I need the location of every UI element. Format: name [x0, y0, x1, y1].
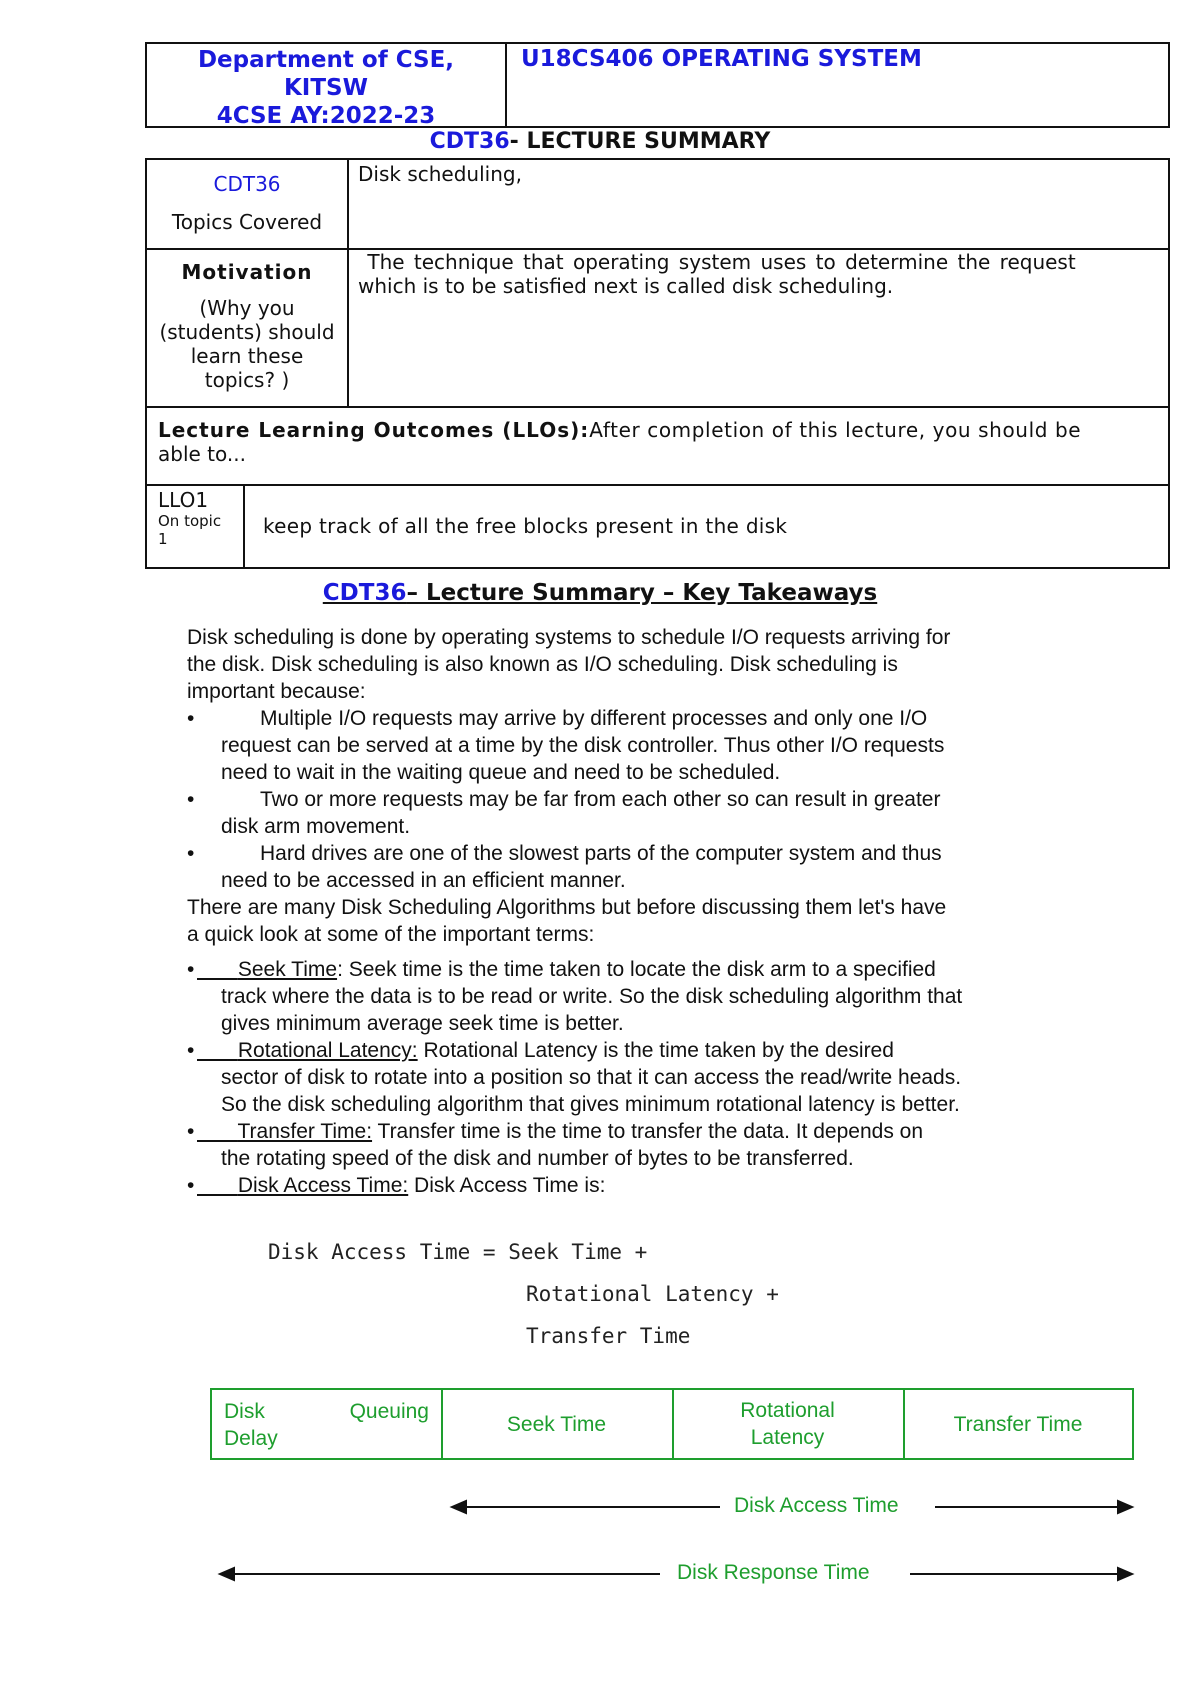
- term-line: gives minimum average seek time is better.: [221, 1012, 624, 1035]
- term-line: Disk Access Time is:: [408, 1174, 606, 1197]
- dept-line2: KITSW: [283, 75, 368, 101]
- bullet-dot: •: [187, 788, 195, 811]
- arrow-head-left-icon: [220, 1568, 234, 1580]
- formula-line-1: Disk Access Time = Seek Time +: [268, 1240, 648, 1264]
- term-line: Seek time is the time taken to locate the disk arm to a specified: [342, 958, 936, 981]
- course-title: U18CS406 OPERATING SYSTEM: [521, 46, 922, 72]
- motivation-line: which is to be satisfied next is called disk scheduling.: [358, 274, 894, 298]
- motivation-sub-line: topics? ): [204, 368, 290, 392]
- intro-line: important because:: [187, 680, 366, 703]
- disk-access-time-label: Disk Access Time: [734, 1494, 899, 1517]
- arrow-head-right-icon: [1118, 1568, 1132, 1580]
- transfer-time-cell: Transfer Time: [953, 1412, 1083, 1436]
- llo-heading-bold: Lecture Learning Outcomes (LLOs):: [158, 418, 590, 442]
- arrow-head-right-icon: [1118, 1501, 1132, 1513]
- motivation-label: Motivation: [181, 260, 313, 284]
- llo-heading-line2: able to...: [158, 442, 246, 466]
- bullet-dot: •: [187, 1120, 195, 1143]
- bullet-line: disk arm movement.: [221, 815, 411, 838]
- cell-text: Latency: [750, 1426, 825, 1449]
- intro-line: Disk scheduling is done by operating systems to schedule I/O requests arriving for: [187, 626, 951, 649]
- llo1-label: LLO1: [158, 488, 209, 512]
- bullet-line: request can be served at a time by the disk controller. Thus other I/O requests: [221, 734, 945, 757]
- formula-line-3: Transfer Time: [526, 1324, 691, 1348]
- kt-rest: – Lecture Summary – Key Takeaways: [406, 580, 878, 606]
- term-line: So the disk scheduling algorithm that gives minimum rotational latency is better.: [221, 1093, 960, 1116]
- bullet-line: need to be accessed in an efficient manner.: [221, 869, 626, 892]
- cell-text: Rotational: [740, 1399, 835, 1422]
- llo1-value: keep track of all the free blocks present in the disk: [263, 514, 788, 538]
- intro-line: the disk. Disk scheduling is also known as I/O scheduling. Disk scheduling is: [187, 653, 898, 676]
- bullet-dot: •: [187, 842, 195, 865]
- term-seek-time: Seek Time: [237, 958, 338, 981]
- llo1-sub-line: 1: [158, 530, 168, 548]
- dept-line1: Department of CSE,: [197, 47, 455, 73]
- terms-intro-line: There are many Disk Scheduling Algorithms but before discussing them let's have: [187, 896, 947, 919]
- term-line: the rotating speed of the disk and number of bytes to be transferred.: [221, 1147, 854, 1170]
- llo1-sub-line: On topic: [158, 512, 222, 530]
- formula-line-2: Rotational Latency +: [526, 1282, 779, 1306]
- topics-code: CDT36: [213, 172, 281, 196]
- term-line: sector of disk to rotate into a position so that it can access the read/write heads.: [221, 1066, 962, 1089]
- seek-time-cell: Seek Time: [506, 1412, 607, 1436]
- summary-code: CDT36: [429, 129, 510, 154]
- term-disk-access-time: Disk Access Time:: [237, 1174, 409, 1197]
- dept-line3: 4CSE AY:2022-23: [216, 103, 436, 129]
- cell-text: Delay: [224, 1427, 278, 1450]
- motivation-sub-line: (students) should: [159, 320, 335, 344]
- bullet-dot: •: [187, 1174, 195, 1197]
- cell-text: Disk: [224, 1400, 265, 1423]
- disk-response-time-label: Disk Response Time: [677, 1561, 870, 1584]
- bullet-line: Two or more requests may be far from each other so can result in greater: [260, 788, 941, 811]
- motivation-sub-line: (Why you: [199, 296, 295, 320]
- topics-value: Disk scheduling,: [358, 162, 522, 186]
- term-sep: :: [337, 958, 343, 981]
- term-transfer-time: Transfer Time:: [237, 1120, 373, 1143]
- kt-code: CDT36: [322, 580, 407, 606]
- motivation-sub-line: learn these: [190, 344, 304, 368]
- bullet-dot: •: [187, 958, 195, 981]
- term-rotational-latency: Rotational Latency:: [237, 1039, 418, 1062]
- llo-heading-rest: After completion of this lecture, you should be: [589, 418, 1082, 442]
- bullet-dot: •: [187, 707, 195, 730]
- bullet-line: Multiple I/O requests may arrive by different processes and only one I/O: [260, 707, 928, 730]
- summary-rest: - LECTURE SUMMARY: [509, 129, 771, 154]
- cell-text: Queuing: [349, 1400, 429, 1423]
- term-line: track where the data is to be read or write. So the disk scheduling algorithm that: [221, 985, 963, 1008]
- term-line: Transfer time is the time to transfer the data. It depends on: [372, 1120, 924, 1143]
- term-line: Rotational Latency is the time taken by the desired: [417, 1039, 894, 1062]
- arrow-head-left-icon: [452, 1501, 466, 1513]
- motivation-line: The technique that operating system uses to determine the request: [358, 250, 1076, 274]
- bullet-line: Hard drives are one of the slowest parts of the computer system and thus: [260, 842, 942, 865]
- bullet-dot: •: [187, 1039, 195, 1062]
- terms-intro-line: a quick look at some of the important terms:: [187, 923, 595, 946]
- topics-label: Topics Covered: [171, 210, 323, 234]
- bullet-line: need to wait in the waiting queue and need to be scheduled.: [221, 761, 781, 784]
